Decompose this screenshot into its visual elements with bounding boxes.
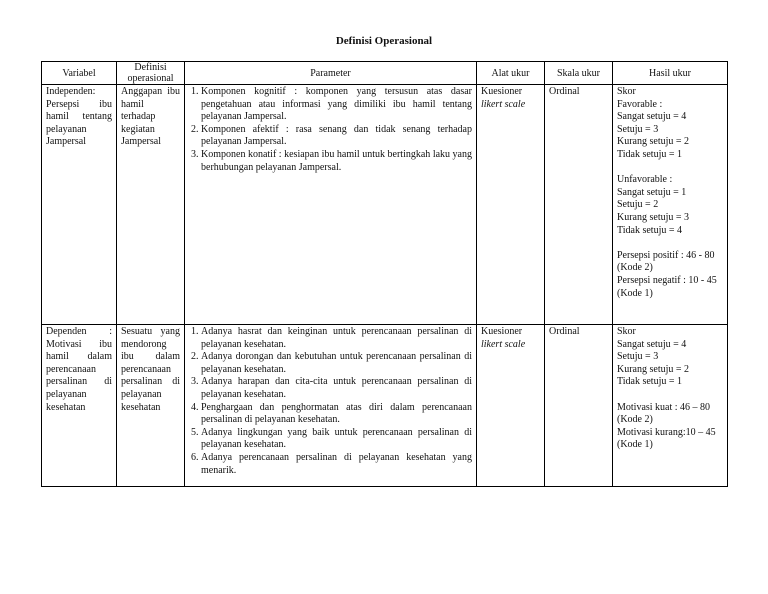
cell-skala: Ordinal — [545, 325, 613, 487]
cell-hasil — [613, 85, 728, 325]
hasil-line: Sangat setuju = 4 — [617, 338, 687, 350]
table-row — [42, 325, 728, 487]
hasil-skor: Skor — [617, 326, 636, 337]
hasil-kategori: Motivasi kurang:10 – 45 — [617, 426, 716, 438]
hasil-kategori: Motivasi kuat : 46 – 80 — [617, 401, 711, 413]
header-variabel: Variabel — [42, 62, 117, 85]
list-item: 4. Penghargaan dan penghormatan atas diri dalam perencanaan persalinan di pelayanan kesehatan. — [201, 402, 472, 427]
cell-parameter — [185, 325, 477, 487]
header-alat-ukur: Alat ukur — [477, 62, 545, 85]
list-item: 2. Komponen afektif : rasa senang dan tidak senang terhadap pelayanan Jampersal. — [201, 124, 472, 149]
hasil-kode: (Kode 1) — [617, 287, 653, 299]
hasil-line: Sangat setuju = 1 — [617, 186, 687, 198]
cell-skala: Ordinal — [545, 85, 613, 325]
hasil-kategori: Persepsi negatif : 10 - 45 — [617, 274, 717, 286]
document-title: Definisi Operasional — [335, 35, 433, 47]
hasil-line: Setuju = 2 — [617, 199, 659, 211]
alat-ukur-text: Kuesioner — [481, 86, 523, 97]
hasil-unfavorable-label: Unfavorable : — [617, 174, 673, 186]
header-hasil-ukur: Hasil ukur — [613, 62, 728, 85]
hasil-line: Tidak setuju = 1 — [617, 148, 682, 160]
hasil-kategori: Persepsi positif : 46 - 80 — [617, 249, 715, 261]
list-item: 5. Adanya lingkungan yang baik untuk perencanaan persalinan di pelayanan kesehatan. — [201, 427, 472, 452]
hasil-line: Kurang setuju = 2 — [617, 136, 690, 148]
cell-definisi: Anggapan ibu hamil terhadap kegiatan Jampersal — [117, 85, 185, 325]
header-parameter: Parameter — [185, 62, 477, 85]
cell-alat-ukur — [477, 85, 545, 325]
cell-variabel: Independen: Persepsi ibu hamil tentang pelayanan Jampersal — [42, 85, 117, 325]
definisi-operasional-table — [41, 61, 728, 487]
list-item: 1. Adanya hasrat dan keinginan untuk perencanaan persalinan di pelayanan kesehatan. — [201, 326, 472, 351]
hasil-skor: Skor — [617, 86, 636, 97]
cell-alat-ukur — [477, 325, 545, 487]
hasil-kode: (Kode 1) — [617, 439, 653, 451]
list-item: 3. Komponen konatif : kesiapan ibu hamil untuk bertingkah laku yang berhubungan pelayanan Jampersal. — [201, 149, 472, 174]
alat-ukur-sub: likert scale — [481, 98, 526, 110]
parameter-list — [189, 86, 472, 174]
hasil-line: Tidak setuju = 1 — [617, 376, 682, 388]
parameter-list — [189, 326, 472, 477]
hasil-favorable-label: Favorable : — [617, 98, 663, 110]
hasil-line: Sangat setuju = 4 — [617, 111, 687, 123]
cell-hasil — [613, 325, 728, 487]
hasil-kode: (Kode 2) — [617, 262, 653, 274]
hasil-line: Setuju = 3 — [617, 123, 659, 135]
cell-variabel: Dependen : Motivasi ibu hamil dalam perencanaan persalinan di pelayanan kesehatan — [42, 325, 117, 487]
cell-parameter — [185, 85, 477, 325]
list-item: 6. Adanya perencanaan persalinan di pelayanan kesehatan yang menarik. — [201, 452, 472, 477]
header-definisi: Definisi operasional — [117, 62, 185, 85]
alat-ukur-sub: likert scale — [481, 338, 526, 350]
alat-ukur-text: Kuesioner — [481, 326, 523, 337]
list-item: 1. Komponen kognitif : komponen yang tersusun atas dasar pengetahuan atau informasi yang dimiliki ibu hamil tentang pelayanan Jampersal. — [201, 86, 472, 124]
header-skala-ukur: Skala ukur — [545, 62, 613, 85]
hasil-line: Kurang setuju = 2 — [617, 363, 690, 375]
list-item: 2. Adanya dorongan dan kebutuhan untuk perencanaan persalinan di pelayanan kesehatan. — [201, 351, 472, 376]
cell-definisi: Sesuatu yang mendorong ibu dalam perencanaan persalinan di pelayanan kesehatan — [117, 325, 185, 487]
hasil-line: Tidak setuju = 4 — [617, 224, 682, 236]
hasil-line: Kurang setuju = 3 — [617, 211, 690, 223]
table-row — [42, 85, 728, 325]
list-item: 3. Adanya harapan dan cita-cita untuk perencanaan persalinan di pelayanan kesehatan. — [201, 376, 472, 401]
hasil-kode: (Kode 2) — [617, 414, 653, 426]
table-header-row — [42, 62, 728, 85]
hasil-line: Setuju = 3 — [617, 351, 659, 363]
